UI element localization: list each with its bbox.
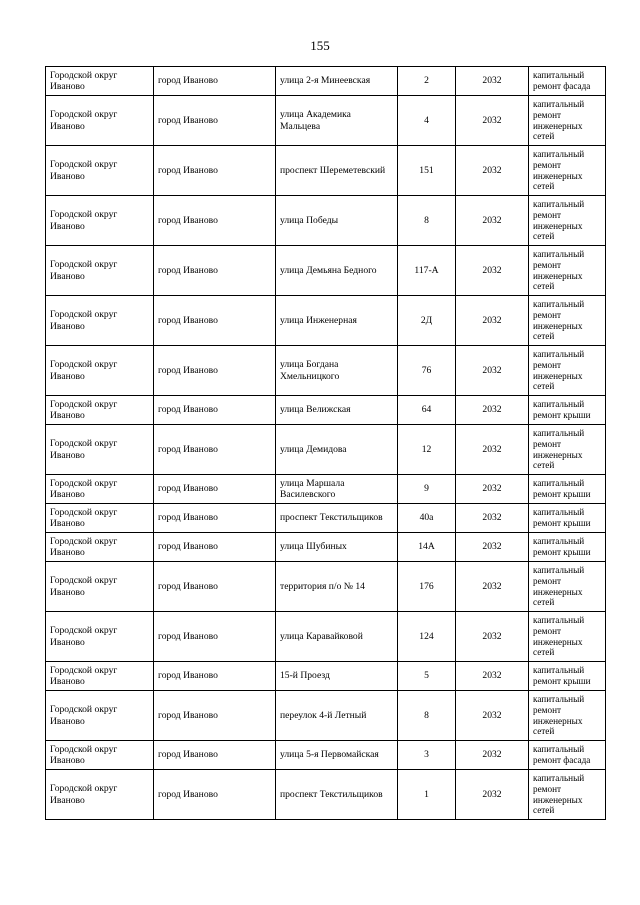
work-type-cell: капитальный ремонт инженерных сетей bbox=[529, 146, 606, 196]
settlement-cell: город Иваново bbox=[154, 691, 276, 741]
house-number-cell: 8 bbox=[398, 196, 456, 246]
street-cell: улица Демьяна Бедного bbox=[276, 246, 398, 296]
work-type-cell: капитальный ремонт крыши bbox=[529, 533, 606, 562]
settlement-cell: город Иваново bbox=[154, 67, 276, 96]
table-row bbox=[46, 146, 606, 196]
table-row bbox=[46, 504, 606, 533]
planned-year-cell: 2032 bbox=[456, 612, 529, 662]
house-number-cell: 9 bbox=[398, 475, 456, 504]
work-type-cell: капитальный ремонт инженерных сетей bbox=[529, 96, 606, 146]
house-number-cell: 5 bbox=[398, 662, 456, 691]
table-row bbox=[46, 770, 606, 820]
settlement-cell: город Иваново bbox=[154, 562, 276, 612]
planned-year-cell: 2032 bbox=[456, 741, 529, 770]
work-type-cell: капитальный ремонт крыши bbox=[529, 475, 606, 504]
house-number-cell: 40а bbox=[398, 504, 456, 533]
municipal-district-cell: Городской округ Иваново bbox=[46, 296, 154, 346]
settlement-cell: город Иваново bbox=[154, 146, 276, 196]
planned-year-cell: 2032 bbox=[456, 346, 529, 396]
work-type-cell: капитальный ремонт крыши bbox=[529, 504, 606, 533]
street-cell: улица Инженерная bbox=[276, 296, 398, 346]
street-cell: улица Шубиных bbox=[276, 533, 398, 562]
work-type-cell: капитальный ремонт инженерных сетей bbox=[529, 246, 606, 296]
repair-schedule-table bbox=[45, 66, 606, 820]
planned-year-cell: 2032 bbox=[456, 67, 529, 96]
table-row bbox=[46, 475, 606, 504]
table-row bbox=[46, 691, 606, 741]
municipal-district-cell: Городской округ Иваново bbox=[46, 612, 154, 662]
house-number-cell: 2 bbox=[398, 67, 456, 96]
house-number-cell: 151 bbox=[398, 146, 456, 196]
settlement-cell: город Иваново bbox=[154, 96, 276, 146]
table-row bbox=[46, 296, 606, 346]
municipal-district-cell: Городской округ Иваново bbox=[46, 562, 154, 612]
municipal-district-cell: Городской округ Иваново bbox=[46, 741, 154, 770]
table-row bbox=[46, 425, 606, 475]
settlement-cell: город Иваново bbox=[154, 425, 276, 475]
planned-year-cell: 2032 bbox=[456, 296, 529, 346]
settlement-cell: город Иваново bbox=[154, 246, 276, 296]
street-cell: улица 5-я Первомайская bbox=[276, 741, 398, 770]
settlement-cell: город Иваново bbox=[154, 196, 276, 246]
municipal-district-cell: Городской округ Иваново bbox=[46, 504, 154, 533]
house-number-cell: 176 bbox=[398, 562, 456, 612]
table-row bbox=[46, 562, 606, 612]
house-number-cell: 117-А bbox=[398, 246, 456, 296]
settlement-cell: город Иваново bbox=[154, 296, 276, 346]
house-number-cell: 12 bbox=[398, 425, 456, 475]
house-number-cell: 14А bbox=[398, 533, 456, 562]
house-number-cell: 64 bbox=[398, 396, 456, 425]
work-type-cell: капитальный ремонт инженерных сетей bbox=[529, 612, 606, 662]
table-row bbox=[46, 662, 606, 691]
house-number-cell: 1 bbox=[398, 770, 456, 820]
planned-year-cell: 2032 bbox=[456, 662, 529, 691]
settlement-cell: город Иваново bbox=[154, 475, 276, 504]
planned-year-cell: 2032 bbox=[456, 562, 529, 612]
municipal-district-cell: Городской округ Иваново bbox=[46, 662, 154, 691]
work-type-cell: капитальный ремонт фасада bbox=[529, 741, 606, 770]
planned-year-cell: 2032 bbox=[456, 475, 529, 504]
work-type-cell: капитальный ремонт инженерных сетей bbox=[529, 196, 606, 246]
street-cell: 15-й Проезд bbox=[276, 662, 398, 691]
street-cell: территория п/о № 14 bbox=[276, 562, 398, 612]
planned-year-cell: 2032 bbox=[456, 691, 529, 741]
municipal-district-cell: Городской округ Иваново bbox=[46, 196, 154, 246]
street-cell: улица Академика Мальцева bbox=[276, 96, 398, 146]
street-cell: улица Победы bbox=[276, 196, 398, 246]
table-row bbox=[46, 346, 606, 396]
table-row bbox=[46, 396, 606, 425]
planned-year-cell: 2032 bbox=[456, 770, 529, 820]
municipal-district-cell: Городской округ Иваново bbox=[46, 425, 154, 475]
street-cell: улица 2-я Минеевская bbox=[276, 67, 398, 96]
municipal-district-cell: Городской округ Иваново bbox=[46, 346, 154, 396]
house-number-cell: 2Д bbox=[398, 296, 456, 346]
settlement-cell: город Иваново bbox=[154, 396, 276, 425]
table-row bbox=[46, 67, 606, 96]
street-cell: проспект Текстильщиков bbox=[276, 504, 398, 533]
table-row bbox=[46, 196, 606, 246]
planned-year-cell: 2032 bbox=[456, 146, 529, 196]
planned-year-cell: 2032 bbox=[456, 396, 529, 425]
settlement-cell: город Иваново bbox=[154, 504, 276, 533]
table-body bbox=[46, 67, 606, 820]
municipal-district-cell: Городской округ Иваново bbox=[46, 246, 154, 296]
house-number-cell: 76 bbox=[398, 346, 456, 396]
settlement-cell: город Иваново bbox=[154, 770, 276, 820]
settlement-cell: город Иваново bbox=[154, 533, 276, 562]
municipal-district-cell: Городской округ Иваново bbox=[46, 146, 154, 196]
street-cell: улица Каравайковой bbox=[276, 612, 398, 662]
house-number-cell: 124 bbox=[398, 612, 456, 662]
house-number-cell: 3 bbox=[398, 741, 456, 770]
planned-year-cell: 2032 bbox=[456, 196, 529, 246]
municipal-district-cell: Городской округ Иваново bbox=[46, 533, 154, 562]
municipal-district-cell: Городской округ Иваново bbox=[46, 770, 154, 820]
street-cell: улица Демидова bbox=[276, 425, 398, 475]
work-type-cell: капитальный ремонт инженерных сетей bbox=[529, 346, 606, 396]
planned-year-cell: 2032 bbox=[456, 96, 529, 146]
municipal-district-cell: Городской округ Иваново bbox=[46, 96, 154, 146]
work-type-cell: капитальный ремонт крыши bbox=[529, 662, 606, 691]
table-row bbox=[46, 741, 606, 770]
work-type-cell: капитальный ремонт инженерных сетей bbox=[529, 691, 606, 741]
municipal-district-cell: Городской округ Иваново bbox=[46, 396, 154, 425]
page-number: 155 bbox=[310, 38, 330, 53]
work-type-cell: капитальный ремонт фасада bbox=[529, 67, 606, 96]
street-cell: улица Маршала Василевского bbox=[276, 475, 398, 504]
planned-year-cell: 2032 bbox=[456, 246, 529, 296]
planned-year-cell: 2032 bbox=[456, 425, 529, 475]
work-type-cell: капитальный ремонт инженерных сетей bbox=[529, 425, 606, 475]
settlement-cell: город Иваново bbox=[154, 612, 276, 662]
municipal-district-cell: Городской округ Иваново bbox=[46, 691, 154, 741]
municipal-district-cell: Городской округ Иваново bbox=[46, 67, 154, 96]
table-row bbox=[46, 612, 606, 662]
table-row bbox=[46, 96, 606, 146]
work-type-cell: капитальный ремонт инженерных сетей bbox=[529, 562, 606, 612]
planned-year-cell: 2032 bbox=[456, 504, 529, 533]
work-type-cell: капитальный ремонт инженерных сетей bbox=[529, 296, 606, 346]
street-cell: улица Богдана Хмельницкого bbox=[276, 346, 398, 396]
street-cell: проспект Текстильщиков bbox=[276, 770, 398, 820]
work-type-cell: капитальный ремонт инженерных сетей bbox=[529, 770, 606, 820]
settlement-cell: город Иваново bbox=[154, 741, 276, 770]
street-cell: проспект Шереметевский bbox=[276, 146, 398, 196]
settlement-cell: город Иваново bbox=[154, 662, 276, 691]
table-row bbox=[46, 246, 606, 296]
street-cell: улица Велижская bbox=[276, 396, 398, 425]
house-number-cell: 8 bbox=[398, 691, 456, 741]
street-cell: переулок 4-й Летный bbox=[276, 691, 398, 741]
house-number-cell: 4 bbox=[398, 96, 456, 146]
municipal-district-cell: Городской округ Иваново bbox=[46, 475, 154, 504]
table-row bbox=[46, 533, 606, 562]
work-type-cell: капитальный ремонт крыши bbox=[529, 396, 606, 425]
planned-year-cell: 2032 bbox=[456, 533, 529, 562]
settlement-cell: город Иваново bbox=[154, 346, 276, 396]
